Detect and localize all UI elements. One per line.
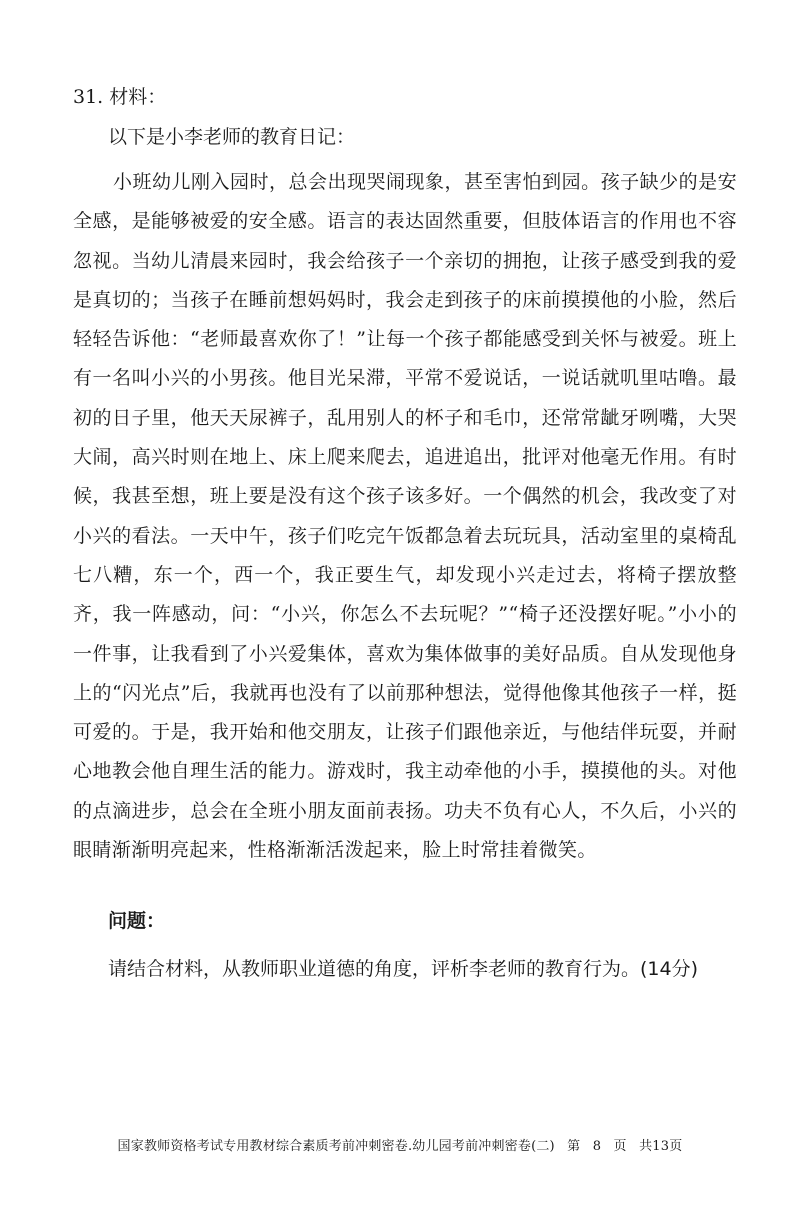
footer-page-number: 8 xyxy=(592,1139,602,1154)
diary-paragraph: 小班幼儿刚入园时，总会出现哭闹现象，甚至害怕到园。孩子缺少的是安全感，是能够被爱的安全感。语言的表达固然重要，但肢体语言的作用也不容忽视。当幼儿清晨来园时，我会给孩子一个亲切的拥抱，让孩子感受到我的爱是真切的；当孩子在睡前想妈妈时，我会走到孩子的床前摸摸他的小脸，然后轻轻告诉他：“老师最喜欢你了！”让每一个孩子都能感受到关怀与被爱。班上有一名叫小兴的小男孩。他目光呆滞，平常不爱说话，一说话就叽里咕噜。最初的日子里，他天天尿裤子，乱用别人的杯子和毛巾，还常常龇牙咧嘴，大哭大闹，高兴时则在地上、床上爬来爬去，追进追出，批评对他毫无作用。有时候，我甚至想，班上要是没有这个孩子该多好。一个偶然的机会，我改变了对小兴的看法。一天中午，孩子们吃完午饭都急着去玩玩具，活动室里的桌椅乱七八糟，东一个，西一个，我正要生气，却发现小兴走过去，将椅子摆放整齐，我一阵感动，问：“小兴，你怎么不去玩呢？”“椅子还没摆好呢。”小小的一件事，让我看到了小兴爱集体，喜欢为集体做事的美好品质。自从发现他身上的“闪光点”后，我就再也没有了以前那种想法，觉得他像其他孩子一样，挺可爱的。于是，我开始和他交朋友，让孩子们跟他亲近，与他结伴玩耍，并耐心地教会他自理生活的能力。游戏时，我主动牵他的小手，摸摸他的头。对他的点滴进步，总会在全班小朋友面前表扬。功夫不负有心人，不久后，小兴的眼睛渐渐明亮起来，性格渐渐活泼起来，脸上时常挂着微笑。 xyxy=(73,171,737,862)
footer-total-pages: 共13页 xyxy=(639,1139,683,1154)
question-prompt: 请结合材料，从教师职业道德的角度，评析李老师的教育行为。(14分) xyxy=(108,958,699,980)
footer-page-suffix: 页 xyxy=(613,1139,627,1154)
footer-page-prefix: 第 xyxy=(567,1139,581,1154)
material-intro: 以下是小李老师的教育日记： xyxy=(108,126,356,148)
question-number: 31. 材料： xyxy=(73,86,167,108)
footer-book-title: 国家教师资格考试专用教材综合素质考前冲刺密卷.幼儿园考前冲刺密卷(二) xyxy=(117,1139,555,1154)
question-label: 问题： xyxy=(108,910,166,932)
page-footer xyxy=(0,1138,800,1156)
